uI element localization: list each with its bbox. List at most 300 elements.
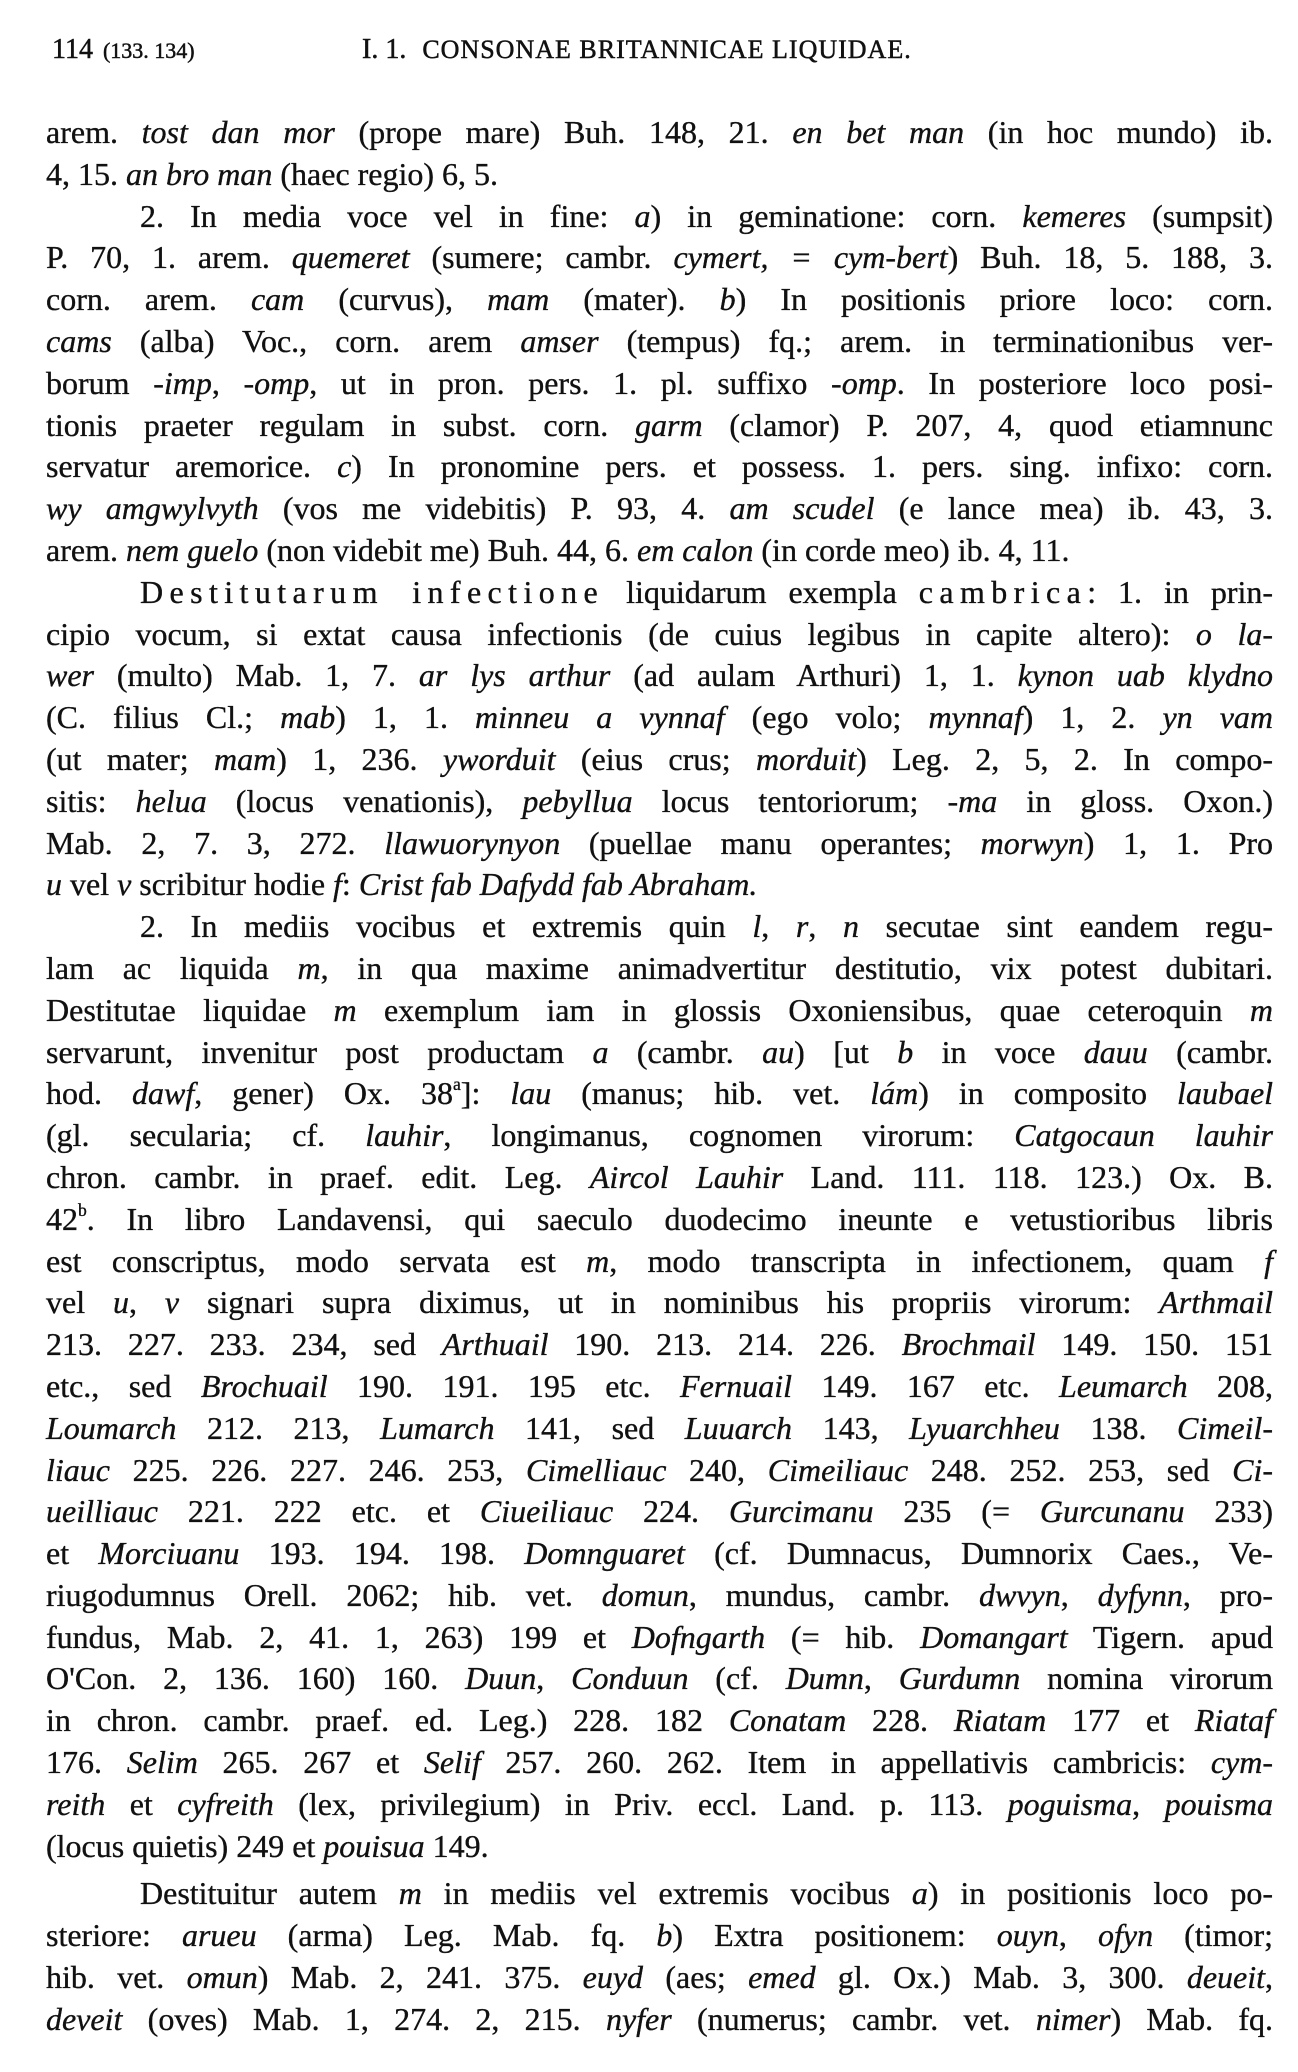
text-run: , in qua maxime animadvertitur destitutio, vix potest dubitari.	[320, 949, 1274, 986]
text-run: secutae sint eandem regu-	[859, 908, 1274, 945]
text-run: (prope mare) Buh. 148, 21.	[334, 114, 793, 150]
text-run: 2. In mediis vocibus et extremis quin	[140, 908, 753, 945]
text-line	[46, 196, 1273, 238]
text-run: ,	[1132, 1785, 1165, 1822]
text-run: (locus quietis) 249 et	[46, 1827, 324, 1864]
text-run: 149. 150. 151	[1035, 1326, 1273, 1363]
text-line	[46, 1784, 1273, 1826]
italic-term: Gurcunanu	[1039, 1493, 1185, 1530]
italic-term: dawf	[131, 1075, 195, 1112]
italic-term: reith	[46, 1785, 106, 1822]
text-run: (vos me videbitis) P. 93, 4.	[258, 490, 730, 527]
text-run: in chron. cambr. praef. ed. Leg.) 228. 182	[46, 1702, 729, 1739]
text-run: nomina virorum	[1020, 1660, 1274, 1697]
text-run: ) Mab. fq.	[1110, 2000, 1274, 2037]
text-run: ) [ut	[794, 1033, 898, 1070]
text-run: ) Leg. 2, 5, 2. In compo-	[856, 740, 1274, 777]
text-run: cipio vocum, si extat causa infectionis (de cuius legibus in capite altero):	[46, 615, 1196, 652]
text-run: , modo transcripta in infectionem, quam	[609, 1242, 1265, 1279]
italic-term: am scudel	[729, 490, 875, 527]
text-line	[46, 614, 1273, 656]
italic-term: r	[795, 908, 809, 945]
italic-term: m	[297, 949, 321, 986]
italic-term: -omp	[243, 364, 310, 401]
italic-term: n	[843, 908, 859, 945]
italic-term: Duun	[465, 1660, 537, 1697]
text-line	[46, 1241, 1273, 1283]
italic-term: dyfynn	[1097, 1576, 1183, 1613]
running-title-group	[362, 34, 912, 66]
section-number: I. 1.	[362, 34, 407, 65]
text-run: , mundus, cambr.	[688, 1576, 979, 1613]
text-run: lam ac liquida	[46, 949, 298, 986]
italic-term: nyfer	[605, 2000, 672, 2037]
text-run: Land. 111. 118. 123.) Ox. B.	[783, 1158, 1274, 1195]
text-run: steriore:	[46, 1917, 182, 1954]
italic-term: lám	[870, 1075, 919, 1112]
paragraph	[46, 196, 1273, 572]
italic-term: a	[592, 1033, 609, 1070]
text-line	[46, 1957, 1273, 1999]
italic-term: Crist fab Dafydd fab Abraham.	[358, 866, 758, 903]
text-run: vel	[46, 1284, 113, 1321]
italic-term: a	[911, 1875, 928, 1912]
text-run: (sumere; cambr.	[409, 239, 674, 276]
text-run: (C. filius Cl.;	[46, 699, 281, 736]
text-run: chron. cambr. in praef. edit. Leg.	[46, 1158, 590, 1195]
text-run: 193. 194. 198.	[239, 1535, 525, 1572]
text-run: (cf. Dumnacus, Dumnorix Caes., Ve-	[684, 1535, 1273, 1572]
italic-term: morwyn	[980, 824, 1084, 861]
text-run: (e lance mea) ib. 43, 3.	[874, 490, 1274, 527]
text-line	[46, 1324, 1273, 1366]
italic-term: -imp	[153, 364, 212, 401]
text-line	[46, 237, 1273, 279]
text-run: (timor;	[1153, 1917, 1274, 1954]
text-run: est conscriptus, modo servata est	[46, 1242, 587, 1279]
italic-term: Cimeiliauc	[767, 1451, 909, 1488]
italic-term: mab	[280, 699, 336, 736]
text-line	[46, 154, 1273, 196]
text-line	[46, 1575, 1273, 1617]
text-run: 233)	[1184, 1493, 1274, 1530]
text-line	[46, 1032, 1273, 1074]
text-run: ) in composito	[918, 1075, 1178, 1112]
text-run: :	[341, 866, 359, 903]
italic-term: Conduun	[571, 1660, 689, 1697]
italic-term: deveit	[46, 2000, 123, 2037]
italic-term: lauhir	[365, 1117, 444, 1154]
text-run: ,	[808, 908, 843, 945]
italic-term: yworduit	[442, 740, 556, 777]
text-run: (lex, privilegium) in Priv. eccl. Land. p. 113.	[273, 1785, 1008, 1822]
text-line	[46, 948, 1273, 990]
text-run: (cambr.	[1147, 1033, 1274, 1070]
text-run: (curvus),	[304, 281, 488, 318]
italic-term: quemeret	[291, 239, 410, 276]
text-run: (in hoc mundo) ib.	[964, 114, 1274, 150]
text-run: (haec regio) 6, 5.	[272, 155, 499, 192]
text-line	[46, 1282, 1273, 1324]
italic-term: cymert, = cym-bert	[673, 239, 948, 276]
text-line	[46, 906, 1273, 948]
italic-term: dwvyn	[978, 1576, 1061, 1613]
text-run: Destitutae liquidae	[46, 991, 334, 1028]
italic-term: u	[112, 1284, 129, 1321]
text-line	[46, 1073, 1273, 1115]
page-number-group	[52, 34, 195, 66]
italic-term: mam	[213, 740, 277, 777]
paragraph	[46, 906, 1273, 1867]
italic-term: amser	[520, 322, 599, 359]
italic-term: cams	[46, 322, 112, 359]
text-run: ) in geminatione: corn.	[650, 197, 1023, 234]
text-run: 138.	[1059, 1409, 1178, 1446]
text-run: Tigern. apud	[1067, 1618, 1274, 1655]
text-run: P. 70, 1. arem.	[46, 239, 292, 276]
italic-term: m	[1249, 991, 1274, 1028]
italic-term: ofyn	[1097, 1917, 1154, 1954]
paragraph	[46, 572, 1273, 906]
text-run: (cf.	[688, 1660, 786, 1697]
italic-term: Domnguaret	[524, 1535, 685, 1572]
italic-term: deueit	[1186, 1959, 1266, 1996]
italic-term: ueilliauc	[46, 1493, 158, 1530]
italic-term: v	[117, 866, 132, 903]
italic-term: b	[719, 281, 736, 318]
text-line	[46, 321, 1273, 363]
italic-term: v	[164, 1284, 180, 1321]
text-run: 208,	[1187, 1367, 1274, 1404]
text-run: gl. Ox.) Mab. 3, 300.	[815, 1959, 1187, 1996]
italic-term: Ciueiliauc	[479, 1493, 614, 1530]
italic-term: pouisma	[1164, 1785, 1274, 1822]
italic-term: o la-	[1195, 615, 1274, 652]
italic-term: u	[46, 866, 62, 903]
text-run: 4, 15.	[46, 155, 126, 192]
text-run: arem.	[46, 114, 142, 150]
text-run: (manus; hib. vet.	[551, 1075, 871, 1112]
page-number: 114	[52, 34, 93, 65]
text-line	[46, 1617, 1273, 1659]
text-run: fundus, Mab. 2, 41. 1, 263) 199 et	[46, 1618, 632, 1655]
italic-term: kynon uab klydno	[1017, 657, 1274, 694]
text-run: 224.	[613, 1493, 729, 1530]
italic-term: tost dan mor	[141, 114, 335, 150]
superscript: b	[78, 1199, 87, 1220]
italic-term: ar lys arthur	[418, 657, 611, 694]
text-line	[46, 1700, 1273, 1742]
text-run: (numerus; cambr. vet.	[671, 2000, 1036, 2037]
text-line	[46, 1826, 1273, 1868]
italic-term: Dumn	[785, 1660, 864, 1697]
text-run: locus tentoriorum;	[632, 782, 948, 819]
text-run: 257. 260. 262. Item in appellativis cambricis:	[480, 1744, 1211, 1781]
italic-term: Conatam	[728, 1702, 847, 1739]
italic-term: Arthuail	[441, 1326, 549, 1363]
text-run: , pro-	[1182, 1576, 1274, 1613]
running-title: CONSONAE BRITANNICAE LIQUIDAE.	[422, 35, 912, 64]
text-run: , ut in pron. pers. 1. pl. suffixo	[309, 364, 832, 401]
text-run: (cambr.	[608, 1033, 763, 1070]
text-run: 235 (=	[873, 1493, 1040, 1530]
italic-term: en bet man	[792, 114, 965, 150]
text-line	[46, 1915, 1273, 1957]
text-run: : 1. in prin-	[1087, 573, 1274, 610]
italic-term: Lyuarchheu	[909, 1409, 1060, 1446]
text-run: ,	[863, 1660, 899, 1697]
italic-term: llawuorynyon	[384, 824, 561, 861]
italic-term: emed	[748, 1959, 816, 1996]
text-run: hib. vet.	[46, 1959, 187, 1996]
text-line	[46, 1115, 1273, 1157]
italic-term: pouisua	[323, 1827, 425, 1864]
italic-term: a	[634, 197, 651, 234]
italic-term: Cimelliauc	[525, 1451, 667, 1488]
italic-term: Fernuail	[680, 1367, 793, 1404]
italic-term: Luuarch	[684, 1409, 793, 1446]
spaced-emphasis: Destitutarum infectione	[140, 573, 605, 610]
italic-term: Cimeil-	[1177, 1409, 1273, 1446]
text-run: ,	[1058, 1917, 1098, 1954]
text-line	[46, 1742, 1273, 1784]
italic-term: Selim	[126, 1744, 198, 1781]
running-header	[52, 34, 1052, 74]
text-line	[46, 446, 1273, 488]
text-run: ,	[211, 364, 244, 401]
text-run: ) 1, 1. Pro	[1083, 824, 1274, 861]
text-run: 143,	[792, 1409, 910, 1446]
text-run: sitis:	[46, 782, 136, 819]
text-run: ,	[128, 1284, 165, 1321]
text-run: ,	[761, 908, 796, 945]
italic-term: -omp	[831, 364, 897, 401]
text-run: borum	[46, 364, 154, 401]
text-run: 213. 227. 233. 234, sed	[46, 1326, 442, 1363]
italic-term: euyd	[582, 1959, 644, 1996]
text-run: 265. 267 et	[197, 1744, 424, 1781]
italic-term: em calon	[636, 531, 754, 568]
text-run: corn. arem.	[46, 281, 251, 318]
italic-term: omun	[186, 1959, 258, 1996]
italic-term: minneu a vynnaf	[475, 699, 725, 736]
text-line	[46, 1157, 1273, 1199]
italic-term: Brochmail	[901, 1326, 1036, 1363]
text-run: . In libro Landavensi, qui saeculo duodecimo ineunte e vetustioribus libris	[86, 1200, 1273, 1237]
italic-term: laubael	[1177, 1075, 1274, 1112]
italic-term: m	[586, 1242, 610, 1279]
text-run: hod.	[46, 1075, 132, 1112]
text-line	[46, 572, 1273, 614]
text-run: et	[105, 1785, 178, 1822]
text-run: 149.	[424, 1827, 489, 1864]
text-run: (ego volo;	[724, 699, 929, 736]
text-run: 177 et	[1046, 1702, 1195, 1739]
italic-term: Selif	[423, 1744, 481, 1781]
text-line	[46, 488, 1273, 530]
italic-term: nem guelo	[125, 531, 259, 568]
italic-term: nimer	[1035, 2000, 1111, 2037]
text-run: (gl. secularia; cf.	[46, 1117, 366, 1154]
text-run: . In posteriore loco posi-	[896, 364, 1274, 401]
text-run: , longimanus, cognomen virorum:	[443, 1117, 1015, 1154]
text-run: Mab. 2, 7. 3, 272.	[46, 824, 385, 861]
italic-term: ouyn	[996, 1917, 1059, 1954]
superscript: a	[452, 1074, 461, 1095]
original-page-numbers: (133. 134)	[102, 38, 195, 63]
text-run: etc., sed	[46, 1367, 201, 1404]
text-run: 2. In media voce vel in fine:	[140, 197, 635, 234]
text-run: (tempus) fq.; arem. in terminationibus ver-	[598, 322, 1274, 359]
text-line	[46, 112, 1273, 154]
italic-term: poguisma	[1007, 1785, 1133, 1822]
text-line	[46, 739, 1273, 781]
italic-term: Leumarch	[1059, 1367, 1188, 1404]
italic-term: helua	[135, 782, 207, 819]
italic-term: cym-	[1210, 1744, 1274, 1781]
text-run: arem.	[46, 531, 126, 568]
text-run: in mediis vel extremis vocibus	[421, 1875, 912, 1912]
text-run: O'Con. 2, 136. 160) 160.	[46, 1660, 466, 1697]
text-run: 240,	[666, 1451, 768, 1488]
text-run: 228.	[846, 1702, 954, 1739]
text-run: 190. 213. 214. 226.	[548, 1326, 902, 1363]
text-run: ) 1, 236.	[276, 740, 443, 777]
text-run: (aes;	[643, 1959, 749, 1996]
italic-term: b	[897, 1033, 914, 1070]
text-line	[46, 279, 1273, 321]
text-line	[46, 1533, 1273, 1575]
text-line	[46, 864, 1273, 906]
text-run: (sumpsit)	[1126, 197, 1273, 234]
text-run: (multo) Mab. 1, 7.	[94, 657, 419, 694]
text-run: 221. 222 etc. et	[157, 1493, 480, 1530]
text-run: in gloss. Oxon.)	[997, 782, 1274, 819]
italic-term: b	[656, 1917, 673, 1954]
italic-term: arueu	[181, 1917, 257, 1954]
text-run: 141, sed	[494, 1409, 685, 1446]
text-line	[46, 1408, 1273, 1450]
paragraph	[46, 112, 1273, 196]
text-run: 42	[46, 1200, 78, 1237]
italic-term: pebyllua	[522, 782, 633, 819]
text-run: (arma) Leg. Mab. fq.	[256, 1917, 657, 1954]
text-run: (ut mater;	[46, 740, 214, 777]
italic-term: domun	[601, 1576, 689, 1613]
text-run: ,	[1265, 1959, 1274, 1996]
text-line	[46, 1999, 1273, 2041]
italic-term: kemeres	[1022, 197, 1127, 234]
paragraph	[46, 1873, 1273, 2040]
text-line	[46, 1658, 1273, 1700]
italic-term: Riataf	[1194, 1702, 1274, 1739]
italic-term: m	[333, 991, 357, 1028]
italic-term: an bro man	[126, 155, 273, 192]
italic-term: mynnaf	[928, 699, 1023, 736]
text-line	[46, 697, 1273, 739]
text-run: (eius crus;	[555, 740, 756, 777]
italic-term: Domangart	[920, 1618, 1068, 1655]
text-run: (locus venationis),	[206, 782, 523, 819]
text-line	[46, 823, 1273, 865]
text-run: scribitur hodie	[131, 866, 334, 903]
text-run: 190. 191. 195 etc.	[327, 1367, 681, 1404]
italic-term: morduit	[755, 740, 857, 777]
text-run: ) In pronomine pers. et possess. 1. pers. sing. infixo: corn.	[351, 448, 1274, 485]
italic-term: wy amgwylvyth	[46, 490, 259, 527]
italic-term: Gurdumn	[898, 1660, 1021, 1697]
italic-term: l	[752, 908, 762, 945]
text-run: (puellae manu operantes;	[560, 824, 981, 861]
italic-term: au	[762, 1033, 795, 1070]
text-run: tionis praeter regulam in subst. corn.	[46, 406, 636, 443]
text-line	[46, 1366, 1273, 1408]
text-run: (oves) Mab. 1, 274. 2, 215.	[122, 2000, 606, 2037]
italic-term: wer	[46, 657, 94, 694]
italic-term: f	[333, 866, 342, 903]
italic-term: Loumarch	[46, 1409, 177, 1446]
spaced-emphasis: cambrica	[918, 573, 1088, 610]
text-run: (alba) Voc., corn. arem	[111, 322, 521, 359]
body-text	[46, 112, 1273, 2041]
text-line	[46, 530, 1273, 572]
text-run: ) Extra positionem:	[672, 1917, 997, 1954]
text-line	[46, 405, 1273, 447]
text-run: ) 1, 2.	[1022, 699, 1163, 736]
text-line	[46, 1450, 1273, 1492]
text-run: (non videbit me) Buh. 44, 6.	[258, 531, 637, 568]
italic-term: Aircol Lauhir	[589, 1158, 784, 1195]
italic-term: Arthmail	[1159, 1284, 1274, 1321]
text-line	[46, 1873, 1273, 1915]
italic-term: garm	[635, 406, 703, 443]
text-run: 225. 226. 227. 246. 253,	[109, 1451, 526, 1488]
text-run: (in corde meo) ib. 4, 11.	[753, 531, 1070, 568]
text-run: (ad aulam Arthuri) 1, 1.	[610, 657, 1018, 694]
text-run: riugodumnus Orell. 2062; hib. vet.	[46, 1576, 602, 1613]
text-run: vel	[62, 866, 118, 903]
text-run: ) 1, 1.	[335, 699, 476, 736]
italic-term: yn vam	[1162, 699, 1274, 736]
text-line	[46, 655, 1273, 697]
italic-term: cyfreith	[177, 1785, 274, 1822]
text-run: exemplum iam in glossis Oxoniensibus, quae ceteroquin	[356, 991, 1250, 1028]
italic-term: c	[337, 448, 352, 485]
text-line	[46, 990, 1273, 1032]
text-run: 149. 167 etc.	[792, 1367, 1060, 1404]
italic-term: Morciuanu	[98, 1535, 240, 1572]
text-run: ]:	[460, 1075, 511, 1112]
text-run: liquidarum exempla	[604, 573, 919, 610]
italic-term: liauc	[46, 1451, 110, 1488]
text-line	[46, 1491, 1273, 1533]
text-line	[46, 363, 1273, 405]
italic-term: f	[1264, 1242, 1274, 1279]
text-run: in voce	[913, 1033, 1084, 1070]
text-run: 212. 213,	[176, 1409, 381, 1446]
text-run: 248. 252. 253, sed	[908, 1451, 1233, 1488]
text-line	[46, 1199, 1273, 1241]
text-run: ,	[536, 1660, 572, 1697]
text-run: 176.	[46, 1744, 127, 1781]
italic-term: mam	[487, 281, 550, 318]
text-run: signari supra diximus, ut in nominibus his propriis virorum:	[179, 1284, 1160, 1321]
text-run: (= hib.	[765, 1618, 921, 1655]
italic-term: -ma	[947, 782, 998, 819]
text-run: (clamor) P. 207, 4, quod etiamnunc	[702, 406, 1274, 443]
text-run: ) Buh. 18, 5. 188, 3.	[947, 239, 1274, 276]
text-run: Destituitur autem	[140, 1875, 399, 1912]
